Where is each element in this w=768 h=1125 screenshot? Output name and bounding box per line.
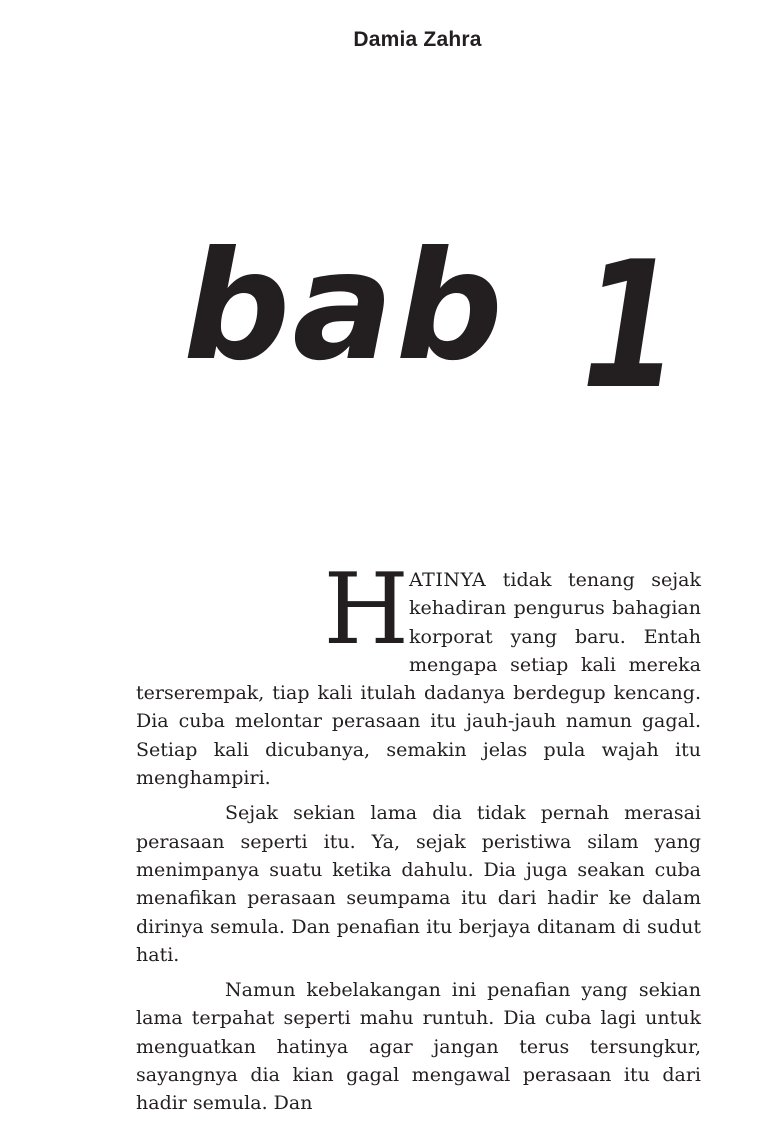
drop-cap-letter: H: [323, 553, 409, 667]
chapter-word: bab: [183, 220, 505, 394]
chapter-title: [183, 220, 693, 428]
paragraph-1: [136, 553, 701, 792]
chapter-body: [136, 553, 701, 1125]
chapter-number: 1: [581, 225, 681, 428]
running-header-author: Damia Zahra: [353, 28, 482, 51]
dropcap-space: [136, 553, 409, 667]
paragraph-1-text: tidak tenang sejak kehadiran pengurus bahagian korporat yang baru. Entah mengapa setiap kali mereka terserempak, tiap kali itulah dadanya berdegup kencang. Dia cuba melontar perasaan itu jauh-jauh namun gagal. Setiap kali dicubanya, semakin jelas pula wajah itu menghampiri.: [136, 569, 701, 790]
paragraph-3: Namun kebelakangan ini penafian yang sekian lama terpahat seperti mahu runtuh. Dia cuba lagi untuk menguatkan hatinya agar jangan terus tersungkur, sayangnya dia kian gagal mengawal perasaan itu dari hadir semula. Dan: [136, 979, 701, 1115]
opening-word: ATINYA: [409, 569, 487, 591]
paragraph-2: Sejak sekian lama dia tidak pernah merasai perasaan seperti itu. Ya, sejak peristiwa silam yang menimpanya suatu ketika dahulu. Dia juga seakan cuba menafikan perasaan seumpama itu dari hadir ke dalam dirinya semula. Dan penafian itu berjaya ditanam di sudut hati.: [136, 802, 701, 966]
